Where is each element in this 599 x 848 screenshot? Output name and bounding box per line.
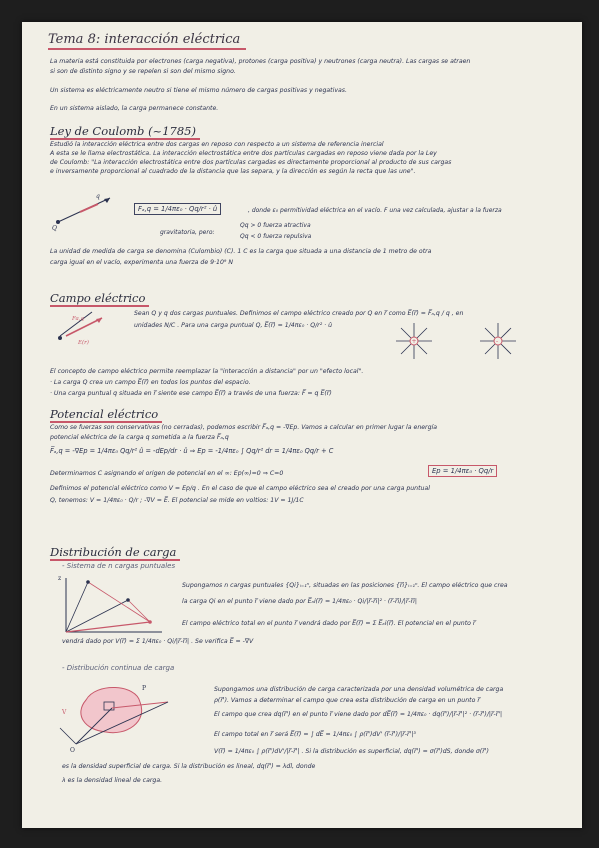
svg-text:P: P [142, 685, 147, 692]
section-heading-campo: Campo eléctrico [50, 291, 146, 305]
continua-line-1: Supongamos una distribución de carga caracterizada por una densidad volumétrica de carga [214, 686, 504, 693]
continua-line-4: El campo total en r̅ será E̅(r̅) = ∫ dE̅ = 1/4πε₀ ∫ ρ(r̅')dV' (r̅-r̅')/|r̅-r̅'|³ [214, 731, 416, 738]
intro-line-4: En un sistema aislado, la carga permanece constante. [50, 105, 219, 112]
svg-text:O: O [70, 747, 75, 754]
svg-text:+: + [411, 338, 417, 345]
continua-line-5: V(r̅) = 1/4πε₀ ∫ ρ(r̅')dV'/|r̅-r̅'| . Si la distribución es superficial, dq(r̅') = σ(r̅')dS, donde σ(r̅') [214, 748, 489, 755]
coulomb-formula-box: Fₐ,q = 1/4πε₀ · Qq/r² · û [134, 203, 221, 215]
continua-line-2: ρ(r̅'). Vamos a determinar el campo que crea esta distribución de carga en un punto r̅ [214, 697, 480, 704]
intro-line-2: si son de distinto signo y se repelen si son del mismo signo. [50, 68, 236, 75]
campo-line-1: Sean Q y q dos cargas puntuales. Definimos el campo eléctrico creado por Q en r̅ como E̅(r̅) = F̅ₐ,q / q , en [134, 310, 464, 317]
svg-text:V: V [62, 709, 67, 716]
campo-concept-1: El concepto de campo eléctrico permite reemplazar la "interacción a distancia" por un "efecto local". [50, 368, 364, 375]
coulomb-case-repulsive: Qq < 0 fuerza repulsiva [240, 233, 312, 240]
campo-line-2: unidades N/C . Para una carga puntual Q, E̅(r̅) = 1/4πε₀ · Q/r² · û [134, 322, 332, 329]
coulomb-unit-line-2: carga igual en el vacío, experimenta una fuerza de 9·10⁹ N [50, 259, 233, 266]
continua-line-3: El campo que crea dq(r̅') en el punto r̅ viene dado por dE̅(r̅) = 1/4πε₀ · dq(r̅')/|r̅-r̅'|² · (r̅-r̅')/|r̅-r̅'| [214, 711, 503, 718]
section-heading-distribucion: Distribución de carga [50, 545, 177, 559]
potential-energy-box: Ep = 1/4πε₀ · Qq/r [428, 465, 497, 477]
potencial-line-2: potencial eléctrica de la carga q sometida a la fuerza F̅ₐ,q [50, 434, 229, 441]
section-heading-coulomb: Ley de Coulomb (~1785) [50, 124, 196, 138]
intro-line-3: Un sistema es eléctricamente neutro si tiene el mismo número de cargas positivas y negativas. [50, 87, 347, 94]
potencial-line-5: Definimos el potencial eléctrico como V = Ep/q . En el caso de que el campo eléctrico sea el creado por una carga puntual [50, 485, 430, 492]
svg-text:q: q [96, 193, 100, 200]
svg-text:E(r): E(r) [78, 340, 89, 346]
coulomb-line-1: Estudió la interacción eléctrica entre dos cargas en reposo con respecto a un sistema de referencia inercial [50, 141, 384, 148]
coulomb-line-2: A esta se le llama electrostática. La interacción electrostática entre dos partículas cargadas en reposo viene dada por la Ley [50, 150, 437, 157]
coulomb-line-3: de Coulomb: "La interacción electrostática entre dos partículas cargadas es directamente proporcional al producto de sus cargas [50, 159, 452, 166]
campo-concept-2: · La carga Q crea un campo E̅(r̅) en todos los puntos del espacio. [50, 379, 251, 386]
continua-line-6: es la densidad superficial de carga. Si la distribución es lineal, dq(r̅') = λdl, donde [62, 763, 316, 770]
campo-concept-3: · Una carga puntual q situada en r̅ siente ese campo E̅(r̅) a través de una fuerza: F̅ = q E̅(r̅) [50, 390, 332, 397]
section-heading-potencial: Potencial eléctrico [50, 407, 159, 421]
potencial-line-3: F̅ₐ,q = -∇Ep = 1/4πε₀ Qq/r² û = -dEp/dr · û ⇒ Ep = -1/4πε₀ ∫ Qq/r² dr = 1/4πε₀ Qq/r + C [50, 447, 334, 455]
page-title: Tema 8: interacción eléctrica [48, 32, 241, 47]
puntuales-line-4: vendrá dado por V(r̅) = Σ 1/4πε₀ · Qi/|r̅-r̅i| . Se verifica E̅ = -∇V [62, 638, 254, 645]
svg-text:z: z [58, 575, 62, 582]
coulomb-formula-note: , donde ε₀ permitividad eléctrica en el vacío. F una vez calculada, ajustar a la fuerza [248, 207, 502, 214]
intro-line-1: La materia está constituida por electrones (carga negativa), protones (carga positiva) y neutrones (carga neutra). Las cargas se atraen [50, 58, 471, 65]
coulomb-diagram [50, 190, 130, 230]
puntuales-line-3: El campo eléctrico total en el punto r̅ vendrá dado por E̅(r̅) = Σ E̅ₐi(r̅). El potencial en el punto r̅ [182, 620, 476, 627]
puntuales-line-1: Supongamos n cargas puntuales {Qi}ᵢ₌₁ⁿ, situadas en las posiciones {r̅i}ᵢ₌₁ⁿ. El campo eléctrico que crea [182, 582, 508, 589]
puntuales-line-2: la carga Qi en el punto r̅ viene dado por E̅ₐi(r̅) = 1/4πε₀ · Qi/|r̅-r̅i|² · (r̅-r̅i)/|r̅-r̅i| [182, 598, 417, 605]
coulomb-unit-line-1: La unidad de medida de carga se denomina (Culombio) (C). 1 C es la carga que situada a una distancia de 1 metro de otra [50, 248, 432, 255]
coulomb-case-attractive: Qq > 0 fuerza atractiva [240, 222, 311, 229]
coulomb-line-4: e inversamente proporcional al cuadrado de la distancia que las separa, y la dirección es según la recta que las une". [50, 168, 416, 175]
notebook-page [22, 22, 582, 828]
potencial-line-4: Determinamos C asignando el origen de potencial en el ∞: Ep(∞)=0 ⇒ C=0 [50, 470, 284, 477]
potencial-line-1: Como se fuerzas son conservativas (no cerradas), podemos escribir F̅ₐ,q = -∇Ep. Vamos a calcular en primer lugar la energía [50, 424, 438, 431]
point-charges-diagram [58, 574, 168, 638]
coulomb-case-label: gravitatoria, pero: [160, 229, 215, 236]
subsection-continua: - Distribución continua de carga [62, 664, 175, 672]
continua-line-7: λ es la densidad lineal de carga. [62, 777, 163, 784]
field-lines-diagram [394, 316, 534, 366]
svg-text:Fa,q: Fa,q [72, 316, 84, 322]
svg-text:Q: Q [52, 225, 57, 232]
continuous-distribution-diagram [56, 678, 206, 752]
svg-text:-: - [496, 338, 499, 345]
subsection-puntuales: - Sistema de n cargas puntuales [62, 562, 176, 570]
campo-diagram [52, 306, 132, 344]
potencial-line-6: Q, tenemos: V = 1/4πε₀ · Q/r ; -∇V = E̅. El potencial se mide en voltios: 1V = 1J/1C [50, 497, 304, 504]
